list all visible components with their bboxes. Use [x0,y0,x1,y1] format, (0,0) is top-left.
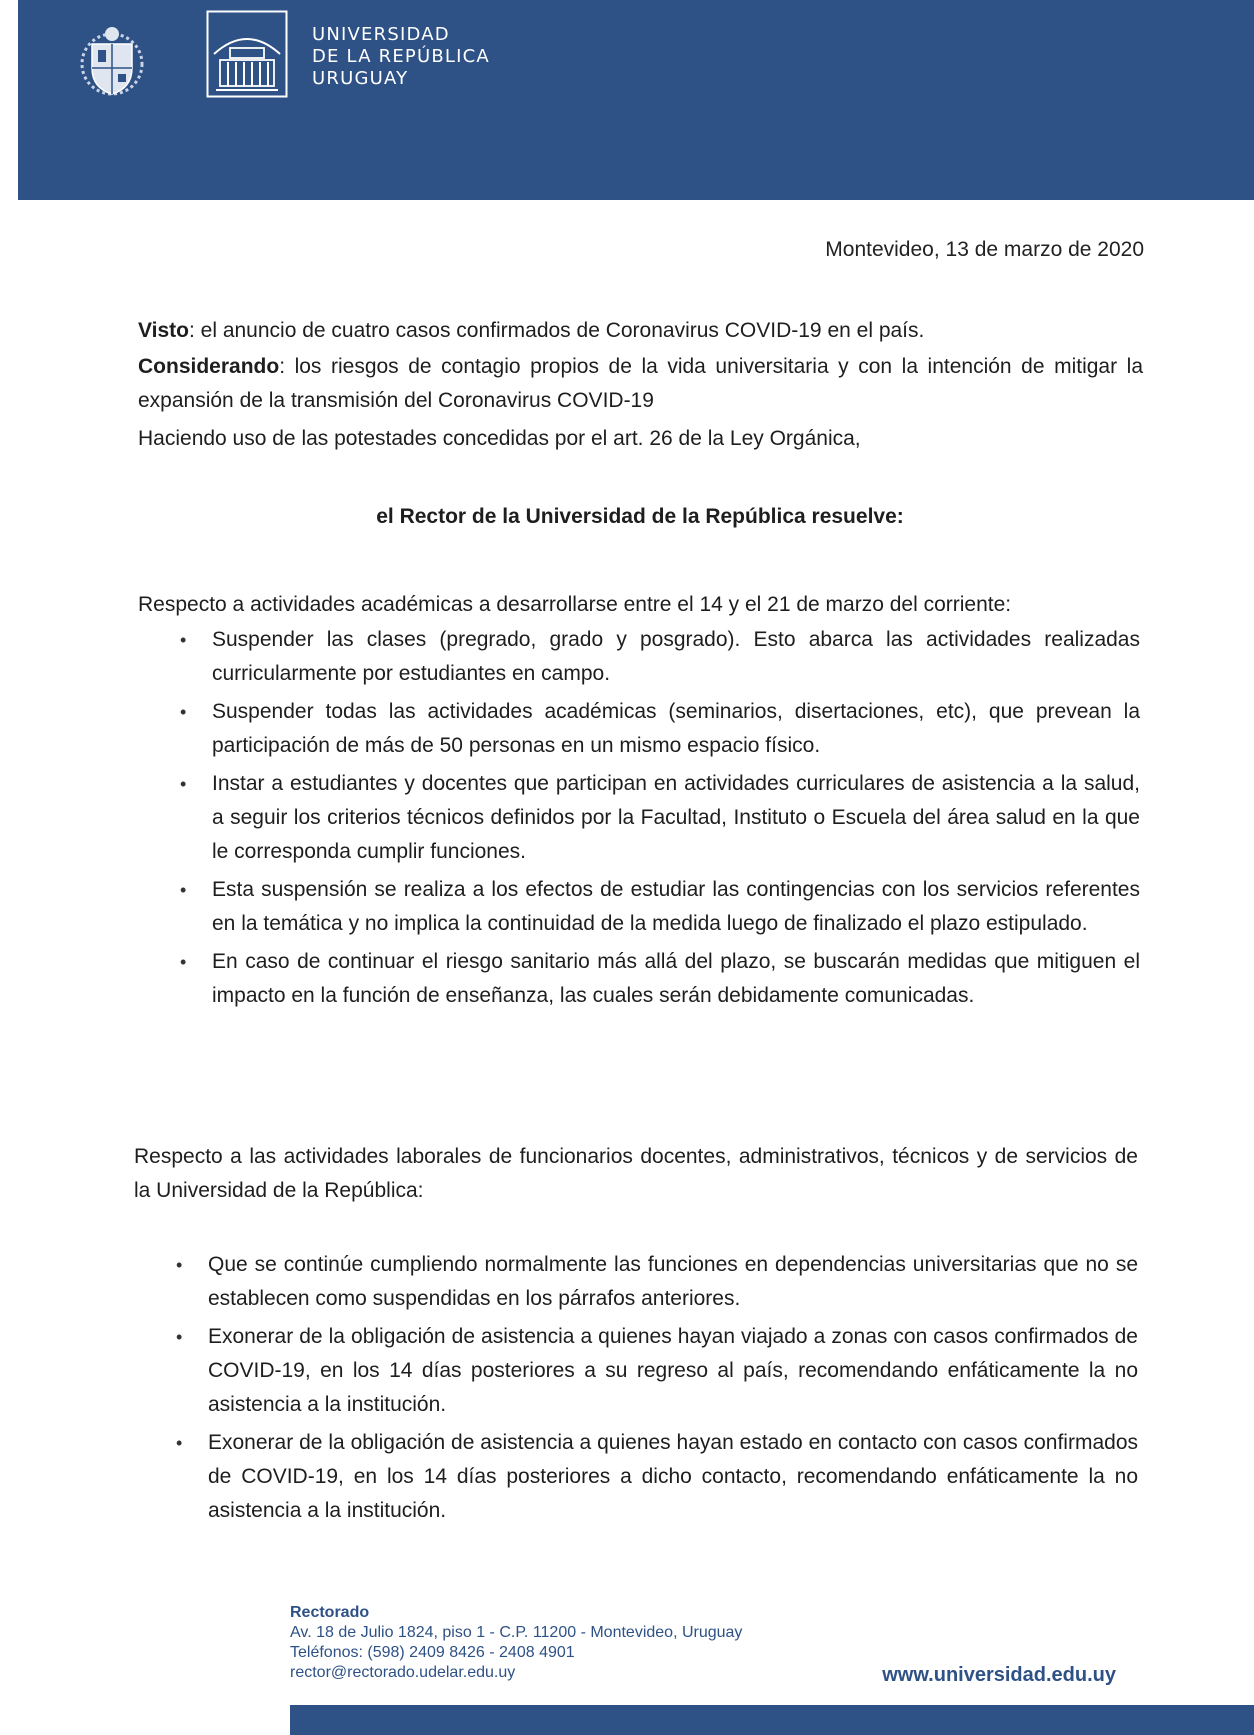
academic-measures-list [180,623,1140,1017]
footer-contact [290,1603,742,1683]
list-item: • Que se continúe cumpliendo normalmente las funciones en dependencias universitarias que no se establecen como suspendidas en los párrafos anteriores. [176,1248,1138,1316]
list-item: • Exonerar de la obligación de asistencia a quienes hayan viajado a zonas con casos confirmados de COVID-19, en los 14 días posteriores a su regreso al país, recomendando enfáticamente la no asistencia a la institución. [176,1320,1138,1422]
list-item: • Instar a estudiantes y docentes que participan en actividades curriculares de asistencia a la salud, a seguir los criterios técnicos definidos por la Facultad, Instituto o Escuela del área salud en la que le corresponda cumplir funciones. [180,767,1140,869]
document-date: Montevideo, 13 de marzo de 2020 [825,238,1144,261]
considerando-paragraph [138,350,1143,418]
footer-office: Rectorado [290,1604,370,1621]
considerando-text: : los riesgos de contagio propios de la vida universitaria y con la intención de mitigar la expansión de la transmisión del Coronavirus COVID-19 [138,355,1143,412]
considerando-label: Considerando [138,355,280,378]
header-band [18,0,1254,200]
resolution-heading: el Rector de la Universidad de la República resuelve: [376,505,904,528]
footer-address: Av. 18 de Julio 1824, piso 1 - C.P. 11200 - Montevideo, Uruguay [290,1624,743,1641]
footer-email[interactable]: rector@rectorado.udelar.edu.uy [290,1664,516,1681]
haciendo-paragraph: Haciendo uso de las potestades concedidas por el art. 26 de la Ley Orgánica, [138,427,861,450]
footer-phones: Teléfonos: (598) 2409 8426 - 2408 4901 [290,1644,575,1661]
list-item: • Esta suspensión se realiza a los efectos de estudiar las contingencias con los servicios referentes en la temática y no implica la continuidad de la medida luego de finalizado el plazo estipulado. [180,873,1140,941]
list-item: • Suspender las clases (pregrado, grado y posgrado). Esto abarca las actividades realizadas curricularmente por estudiantes en campo. [180,623,1140,691]
university-name-line-1: UNIVERSIDAD [312,24,450,45]
list-item: • En caso de continuar el riesgo sanitario más allá del plazo, se buscarán medidas que mitiguen el impacto en la función de enseñanza, las cuales serán debidamente comunicadas. [180,945,1140,1013]
university-name-line-3: URUGUAY [312,68,409,89]
visto-label: Visto [138,319,189,342]
visto-paragraph [138,314,1143,348]
visto-text: : el anuncio de cuatro casos confirmados de Coronavirus COVID-19 en el país. [188,319,925,342]
footer-band [290,1705,1254,1735]
labor-section-intro: Respecto a las actividades laborales de funcionarios docentes, administrativos, técnicos y de servicios de la Universidad de la República: [134,1145,1138,1202]
university-name-line-2: DE LA REPÚBLICA [312,46,490,67]
list-item: • Suspender todas las actividades académicas (seminarios, disertaciones, etc), que prevean la participación de más de 50 personas en un mismo espacio físico. [180,695,1140,763]
university-name [312,24,490,90]
labor-measures-list [176,1248,1138,1532]
list-item: • Exonerar de la obligación de asistencia a quienes hayan estado en contacto con casos confirmados de COVID-19, en los 14 días posteriores a dicho contacto, recomendando enfáticamente la no asistencia a la institución. [176,1426,1138,1528]
uruguay-coat-of-arms-icon [76,22,148,100]
academic-section-intro: Respecto a actividades académicas a desarrollarse entre el 14 y el 21 de marzo del corriente: [138,593,1012,616]
footer-website-link[interactable]: www.universidad.edu.uy [882,1664,1116,1686]
university-building-icon [206,10,288,98]
